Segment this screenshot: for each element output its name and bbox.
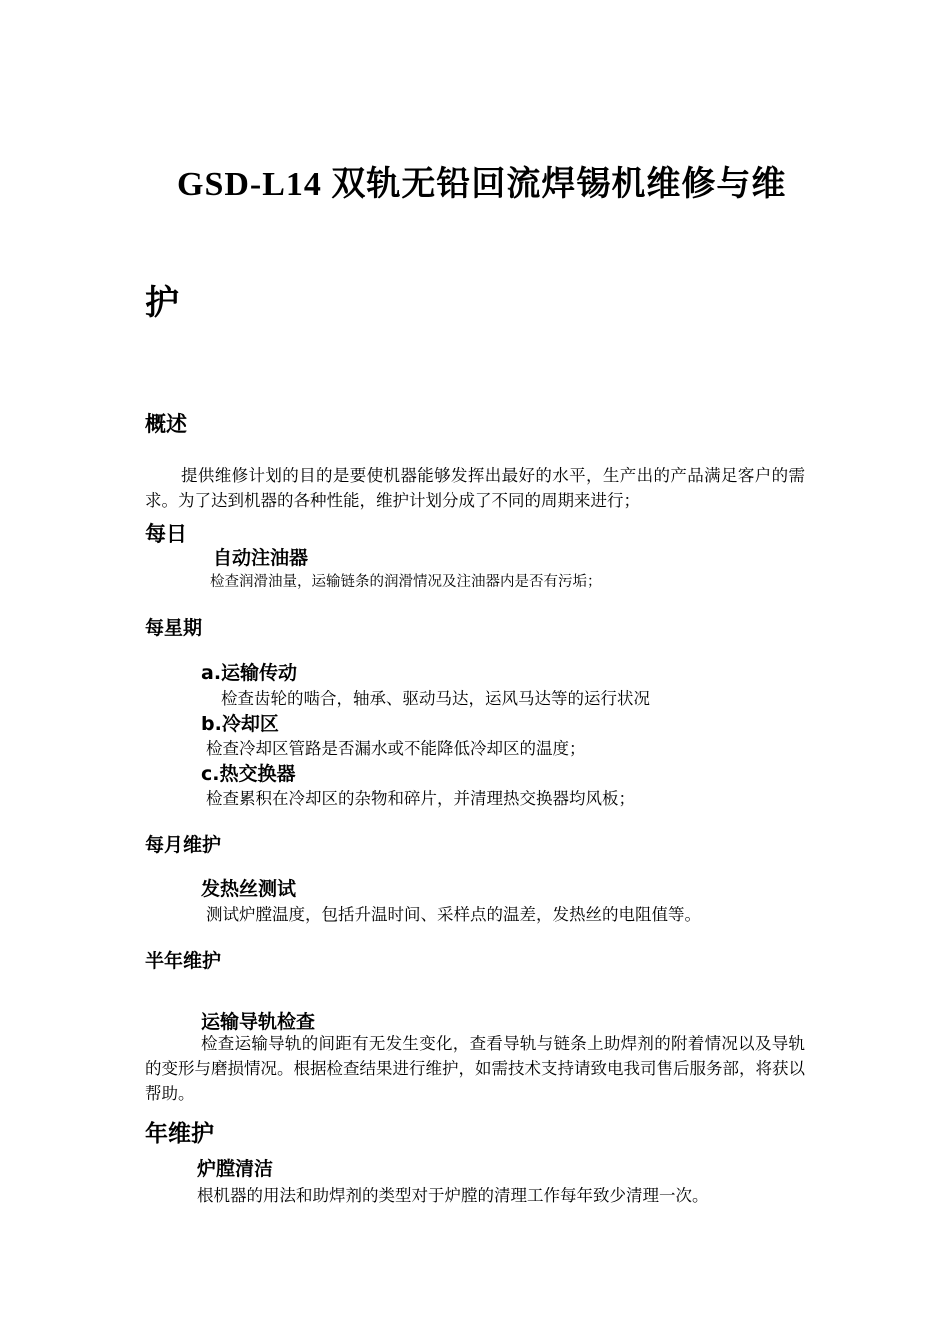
weekly-item-title: c.热交换器 [201,763,296,785]
document-title-line-1: GSD-L14 双轨无铅回流焊锡机维修与维 [177,166,787,203]
monthly-item-title: 发热丝测试 [201,878,297,900]
section-heading-overview: 概述 [145,412,187,436]
monthly-item-text: 测试炉膛温度，包括升温时间、采样点的温差，发热丝的电阻值等。 [206,905,701,924]
document-title-line-2: 护 [145,285,180,322]
yearly-item-title: 炉膛清洁 [197,1158,274,1180]
weekly-item-text: 检查冷却区管路是否漏水或不能降低冷却区的温度； [206,739,586,758]
daily-item-text: 检查润滑油量，运输链条的润滑情况及注油器内是否有污垢； [210,574,602,590]
weekly-item-text: 检查齿轮的啮合，轴承、驱动马达，运风马达等的运行状况 [221,689,650,708]
half-year-item-text: 检查运输导轨的间距有无发生变化，查看导轨与链条上助焊剂的附着情况以及导轨的变形与磨损情况。根据检查结果进行维护，如需技术支持请致电我司售后服务部，将获以帮助。 [145,1034,805,1103]
overview-paragraph: 提供维修计划的目的是要使机器能够发挥出最好的水平，生产出的产品满足客户的需求。为了达到机器的各种性能，维护计划分成了不同的周期来进行； [145,466,805,510]
section-heading-daily: 每日 [145,522,187,546]
half-year-item-title: 运输导轨检查 [201,1011,316,1033]
weekly-item-title: b.冷却区 [201,713,279,735]
weekly-item-text: 检查累积在冷却区的杂物和碎片，并清理热交换器均风板； [206,789,635,808]
weekly-item-title: a.运输传动 [201,662,298,684]
yearly-item-text: 根机器的用法和助焊剂的类型对于炉膛的清理工作每年致少清理一次。 [197,1186,709,1205]
section-heading-weekly: 每星期 [145,617,203,639]
section-heading-half-year: 半年维护 [145,950,222,972]
section-heading-monthly: 每月维护 [145,834,222,856]
daily-item-title: 自动注油器 [213,547,309,569]
section-heading-yearly: 年维护 [145,1121,214,1147]
